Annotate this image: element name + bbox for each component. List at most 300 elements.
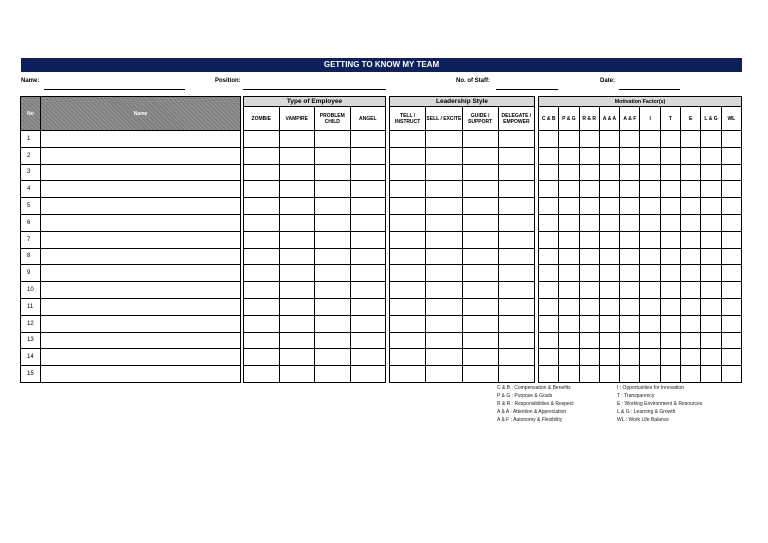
table-cell[interactable]: [701, 332, 721, 349]
table-cell[interactable]: [315, 131, 351, 148]
table-cell[interactable]: [462, 248, 498, 265]
table-cell[interactable]: [681, 332, 701, 349]
table-cell[interactable]: [426, 315, 462, 332]
table-cell[interactable]: [681, 366, 701, 383]
table-cell[interactable]: [620, 214, 640, 231]
table-row: [244, 282, 386, 299]
name-cell[interactable]: [41, 147, 241, 164]
table-cell[interactable]: [559, 315, 579, 332]
table-cell[interactable]: [244, 349, 280, 366]
table-cell[interactable]: [462, 349, 498, 366]
table-cell[interactable]: [244, 214, 280, 231]
table-cell[interactable]: [721, 147, 741, 164]
table-cell[interactable]: [279, 315, 315, 332]
table-cell[interactable]: [660, 164, 680, 181]
table-row: [539, 164, 742, 181]
table-cell[interactable]: [599, 147, 619, 164]
table-cell[interactable]: [279, 248, 315, 265]
table-cell[interactable]: [539, 231, 559, 248]
table-cell[interactable]: [244, 131, 280, 148]
table-cell[interactable]: [701, 366, 721, 383]
table-cell[interactable]: [390, 282, 426, 299]
table-cell[interactable]: [279, 131, 315, 148]
table-cell[interactable]: [701, 147, 721, 164]
table-cell[interactable]: [660, 131, 680, 148]
table-cell[interactable]: [701, 265, 721, 282]
table-cell[interactable]: [498, 265, 534, 282]
table-cell[interactable]: [539, 198, 559, 215]
table-cell[interactable]: [539, 282, 559, 299]
table-cell[interactable]: [599, 349, 619, 366]
table-cell[interactable]: [640, 349, 660, 366]
table-cell[interactable]: [681, 265, 701, 282]
table-cell[interactable]: [701, 164, 721, 181]
table-cell[interactable]: [599, 164, 619, 181]
table-cell[interactable]: [599, 231, 619, 248]
table-cell[interactable]: [721, 248, 741, 265]
position-field[interactable]: [243, 89, 386, 90]
table-cell[interactable]: [498, 349, 534, 366]
name-field[interactable]: [44, 89, 185, 90]
table-cell[interactable]: [701, 198, 721, 215]
name-cell[interactable]: [41, 366, 241, 383]
table-cell[interactable]: [620, 282, 640, 299]
table-cell[interactable]: [599, 315, 619, 332]
table-cell[interactable]: [350, 248, 386, 265]
table-cell[interactable]: [244, 198, 280, 215]
table-cell[interactable]: [279, 265, 315, 282]
table-cell[interactable]: [279, 231, 315, 248]
table-cell[interactable]: [721, 214, 741, 231]
table-cell[interactable]: [498, 181, 534, 198]
table-cell[interactable]: [498, 315, 534, 332]
table-cell[interactable]: [640, 214, 660, 231]
table-cell[interactable]: [498, 248, 534, 265]
staff-field[interactable]: [496, 89, 558, 90]
table-cell[interactable]: [620, 147, 640, 164]
table-cell[interactable]: [660, 198, 680, 215]
table-cell[interactable]: [599, 181, 619, 198]
legend-item: I : Opportunities for Innovation: [617, 385, 684, 391]
table-cell[interactable]: [681, 315, 701, 332]
table-cell[interactable]: [244, 164, 280, 181]
table-cell[interactable]: [315, 366, 351, 383]
table-cell[interactable]: [498, 332, 534, 349]
table-cell[interactable]: [681, 214, 701, 231]
table-cell[interactable]: [350, 164, 386, 181]
table-cell[interactable]: [244, 298, 280, 315]
table-cell[interactable]: [660, 298, 680, 315]
table-cell[interactable]: [426, 248, 462, 265]
table-row: [390, 181, 535, 198]
table-cell[interactable]: [426, 298, 462, 315]
table-cell[interactable]: [660, 147, 680, 164]
table-cell[interactable]: [579, 198, 599, 215]
table-cell[interactable]: [498, 198, 534, 215]
table-cell[interactable]: [721, 366, 741, 383]
table-cell[interactable]: [701, 248, 721, 265]
table-cell[interactable]: [620, 332, 640, 349]
table-cell[interactable]: [640, 181, 660, 198]
table-cell[interactable]: [390, 131, 426, 148]
name-cell[interactable]: [41, 265, 241, 282]
table-cell[interactable]: [244, 315, 280, 332]
name-cell[interactable]: [41, 332, 241, 349]
table-cell[interactable]: [279, 298, 315, 315]
table-cell[interactable]: [350, 181, 386, 198]
table-cell[interactable]: [660, 282, 680, 299]
legend-item: C & B : Compensation & Benefits: [497, 385, 571, 391]
table-cell[interactable]: [426, 147, 462, 164]
table-cell[interactable]: [244, 282, 280, 299]
table-cell[interactable]: [579, 366, 599, 383]
name-cell[interactable]: [41, 282, 241, 299]
table-cell[interactable]: [426, 164, 462, 181]
table-cell[interactable]: [559, 147, 579, 164]
name-cell[interactable]: [41, 131, 241, 148]
table-cell[interactable]: [721, 131, 741, 148]
table-cell[interactable]: [721, 282, 741, 299]
table-cell[interactable]: [426, 231, 462, 248]
table-cell[interactable]: [721, 181, 741, 198]
table-cell[interactable]: [426, 366, 462, 383]
table-cell[interactable]: [498, 366, 534, 383]
table-cell[interactable]: [390, 248, 426, 265]
table-cell[interactable]: [539, 181, 559, 198]
table-cell[interactable]: [390, 366, 426, 383]
table-cell[interactable]: [579, 147, 599, 164]
table-cell[interactable]: [701, 315, 721, 332]
table-cell[interactable]: [660, 332, 680, 349]
table-cell[interactable]: [559, 231, 579, 248]
table-cell[interactable]: [539, 214, 559, 231]
table-cell[interactable]: [279, 181, 315, 198]
table-cell[interactable]: [579, 332, 599, 349]
table-cell[interactable]: [350, 298, 386, 315]
table-cell[interactable]: [620, 248, 640, 265]
table-cell[interactable]: [279, 147, 315, 164]
table-cell[interactable]: [350, 214, 386, 231]
table-cell[interactable]: [701, 349, 721, 366]
table-cell[interactable]: [579, 248, 599, 265]
table-cell[interactable]: [660, 315, 680, 332]
table-cell[interactable]: [721, 231, 741, 248]
table-cell[interactable]: [640, 147, 660, 164]
name-cell[interactable]: [41, 164, 241, 181]
table-cell[interactable]: [620, 198, 640, 215]
row-number: 3: [21, 164, 41, 181]
table-cell[interactable]: [599, 214, 619, 231]
table-cell[interactable]: [350, 349, 386, 366]
table-cell[interactable]: [350, 198, 386, 215]
table-cell[interactable]: [462, 231, 498, 248]
table-cell[interactable]: [350, 315, 386, 332]
table-cell[interactable]: [426, 214, 462, 231]
name-cell[interactable]: [41, 214, 241, 231]
table-cell[interactable]: [640, 298, 660, 315]
table-cell[interactable]: [462, 332, 498, 349]
table-cell[interactable]: [390, 214, 426, 231]
table-cell[interactable]: [279, 198, 315, 215]
table-cell[interactable]: [390, 147, 426, 164]
table-cell[interactable]: [660, 265, 680, 282]
table-cell[interactable]: [462, 315, 498, 332]
table-cell[interactable]: [640, 164, 660, 181]
table-cell[interactable]: [721, 332, 741, 349]
table-cell[interactable]: [620, 181, 640, 198]
table-cell[interactable]: [681, 231, 701, 248]
table-cell[interactable]: [579, 282, 599, 299]
table-cell[interactable]: [462, 131, 498, 148]
table-cell[interactable]: [426, 332, 462, 349]
table-cell[interactable]: [462, 282, 498, 299]
table-cell[interactable]: [701, 214, 721, 231]
table-cell[interactable]: [640, 366, 660, 383]
table-cell[interactable]: [244, 181, 280, 198]
legend-item: T : Transparency: [617, 393, 655, 399]
table-cell[interactable]: [539, 248, 559, 265]
table-cell[interactable]: [599, 131, 619, 148]
table-cell[interactable]: [640, 198, 660, 215]
table-cell[interactable]: [390, 349, 426, 366]
table-cell[interactable]: [426, 198, 462, 215]
table-cell[interactable]: [350, 282, 386, 299]
table-cell[interactable]: [620, 131, 640, 148]
table-cell[interactable]: [390, 198, 426, 215]
table-cell[interactable]: [315, 332, 351, 349]
table-cell[interactable]: [279, 349, 315, 366]
table-cell[interactable]: [721, 298, 741, 315]
table-cell[interactable]: [315, 214, 351, 231]
table-cell[interactable]: [315, 298, 351, 315]
table-cell[interactable]: [681, 282, 701, 299]
table-cell[interactable]: [390, 332, 426, 349]
table-cell[interactable]: [681, 298, 701, 315]
table-cell[interactable]: [426, 349, 462, 366]
table-cell[interactable]: [599, 366, 619, 383]
name-cell[interactable]: [41, 298, 241, 315]
name-cell[interactable]: [41, 349, 241, 366]
table-cell[interactable]: [498, 231, 534, 248]
table-cell[interactable]: [498, 298, 534, 315]
table-cell[interactable]: [579, 181, 599, 198]
table-cell[interactable]: [462, 181, 498, 198]
table-cell[interactable]: [279, 164, 315, 181]
table-cell[interactable]: [681, 349, 701, 366]
table-cell[interactable]: [660, 248, 680, 265]
table-cell[interactable]: [539, 315, 559, 332]
table-cell[interactable]: [315, 164, 351, 181]
table-cell[interactable]: [559, 164, 579, 181]
table-cell[interactable]: [701, 131, 721, 148]
table-cell[interactable]: [660, 349, 680, 366]
table-cell[interactable]: [640, 332, 660, 349]
table-cell[interactable]: [681, 131, 701, 148]
table-cell[interactable]: [599, 198, 619, 215]
table-cell[interactable]: [640, 231, 660, 248]
table-cell[interactable]: [620, 298, 640, 315]
table-cell[interactable]: [640, 282, 660, 299]
date-field[interactable]: [619, 89, 680, 90]
table-cell[interactable]: [390, 298, 426, 315]
table-cell[interactable]: [315, 198, 351, 215]
table-cell[interactable]: [426, 131, 462, 148]
table-cell[interactable]: [539, 131, 559, 148]
row-number: 5: [21, 198, 41, 215]
table-cell[interactable]: [315, 349, 351, 366]
table-cell[interactable]: [462, 198, 498, 215]
table-cell[interactable]: [579, 231, 599, 248]
table-cell[interactable]: [426, 181, 462, 198]
table-cell[interactable]: [539, 366, 559, 383]
table-cell[interactable]: [599, 298, 619, 315]
table-cell[interactable]: [498, 282, 534, 299]
table-cell[interactable]: [462, 214, 498, 231]
table-cell[interactable]: [579, 265, 599, 282]
table-cell[interactable]: [579, 214, 599, 231]
table-cell[interactable]: [681, 147, 701, 164]
table-cell[interactable]: [599, 332, 619, 349]
table-cell[interactable]: [426, 265, 462, 282]
table-cell[interactable]: [279, 366, 315, 383]
table-cell[interactable]: [599, 248, 619, 265]
table-cell[interactable]: [390, 315, 426, 332]
table-cell[interactable]: [701, 181, 721, 198]
table-cell[interactable]: [660, 214, 680, 231]
table-cell[interactable]: [559, 198, 579, 215]
table-cell[interactable]: [315, 181, 351, 198]
table-cell[interactable]: [681, 164, 701, 181]
name-cell[interactable]: [41, 231, 241, 248]
table-cell[interactable]: [721, 164, 741, 181]
table-cell[interactable]: [315, 315, 351, 332]
table-cell[interactable]: [539, 147, 559, 164]
table-cell[interactable]: [559, 248, 579, 265]
table-cell[interactable]: [599, 265, 619, 282]
table-cell[interactable]: [390, 231, 426, 248]
table-cell[interactable]: [244, 366, 280, 383]
table-cell[interactable]: [539, 164, 559, 181]
table-cell[interactable]: [620, 349, 640, 366]
name-cell[interactable]: [41, 315, 241, 332]
table-cell[interactable]: [660, 366, 680, 383]
table-cell[interactable]: [498, 147, 534, 164]
table-cell[interactable]: [390, 164, 426, 181]
table-cell[interactable]: [350, 332, 386, 349]
table-cell[interactable]: [640, 265, 660, 282]
table-cell[interactable]: [426, 282, 462, 299]
table-cell[interactable]: [620, 366, 640, 383]
table-cell[interactable]: [559, 349, 579, 366]
table-cell[interactable]: [539, 332, 559, 349]
table-cell[interactable]: [539, 298, 559, 315]
table-cell[interactable]: [315, 231, 351, 248]
table-cell[interactable]: [462, 265, 498, 282]
table-cell[interactable]: [721, 315, 741, 332]
table-cell[interactable]: [660, 181, 680, 198]
table-cell[interactable]: [390, 265, 426, 282]
table-cell[interactable]: [681, 248, 701, 265]
table-cell[interactable]: [701, 282, 721, 299]
table-cell[interactable]: [350, 131, 386, 148]
table-cell[interactable]: [350, 265, 386, 282]
table-cell[interactable]: [315, 265, 351, 282]
table-cell[interactable]: [279, 282, 315, 299]
table-cell[interactable]: [559, 366, 579, 383]
table-cell[interactable]: [559, 181, 579, 198]
table-cell[interactable]: [462, 366, 498, 383]
table-cell[interactable]: [539, 349, 559, 366]
table-cell[interactable]: [599, 282, 619, 299]
table-row: [21, 298, 241, 315]
table-cell[interactable]: [279, 214, 315, 231]
table-cell[interactable]: [579, 298, 599, 315]
table-cell[interactable]: [462, 298, 498, 315]
table-cell[interactable]: [681, 181, 701, 198]
table-cell[interactable]: [539, 265, 559, 282]
table-cell[interactable]: [498, 214, 534, 231]
table-cell[interactable]: [390, 181, 426, 198]
table-cell[interactable]: [559, 214, 579, 231]
table-cell[interactable]: [350, 366, 386, 383]
table-cell[interactable]: [579, 131, 599, 148]
table-cell[interactable]: [244, 332, 280, 349]
table-cell[interactable]: [244, 265, 280, 282]
table-cell[interactable]: [660, 231, 680, 248]
table-cell[interactable]: [579, 349, 599, 366]
table-cell[interactable]: [701, 298, 721, 315]
table-cell[interactable]: [620, 315, 640, 332]
table-cell[interactable]: [315, 248, 351, 265]
table-cell[interactable]: [559, 332, 579, 349]
table-cell[interactable]: [498, 131, 534, 148]
table-cell[interactable]: [244, 231, 280, 248]
table-cell[interactable]: [498, 164, 534, 181]
table-cell[interactable]: [640, 131, 660, 148]
row-number: 8: [21, 248, 41, 265]
table-cell[interactable]: [350, 231, 386, 248]
table-cell[interactable]: [315, 282, 351, 299]
table-cell[interactable]: [620, 164, 640, 181]
table-cell[interactable]: [620, 265, 640, 282]
table-cell[interactable]: [462, 147, 498, 164]
name-cell[interactable]: [41, 198, 241, 215]
table-cell[interactable]: [559, 265, 579, 282]
table-cell[interactable]: [721, 198, 741, 215]
table-cell[interactable]: [640, 315, 660, 332]
table-cell[interactable]: [579, 164, 599, 181]
table-cell[interactable]: [559, 282, 579, 299]
table-cell[interactable]: [701, 231, 721, 248]
name-cell[interactable]: [41, 248, 241, 265]
table-cell[interactable]: [350, 147, 386, 164]
table-cell[interactable]: [620, 231, 640, 248]
table-cell[interactable]: [279, 332, 315, 349]
table-cell[interactable]: [559, 298, 579, 315]
table-cell[interactable]: [315, 147, 351, 164]
name-cell[interactable]: [41, 181, 241, 198]
row-number: 14: [21, 349, 41, 366]
table-cell[interactable]: [559, 131, 579, 148]
table-cell[interactable]: [721, 349, 741, 366]
table-cell[interactable]: [640, 248, 660, 265]
table-cell[interactable]: [681, 198, 701, 215]
table-cell[interactable]: [579, 315, 599, 332]
table-cell[interactable]: [462, 164, 498, 181]
table-cell[interactable]: [244, 248, 280, 265]
table-cell[interactable]: [721, 265, 741, 282]
table-cell[interactable]: [244, 147, 280, 164]
